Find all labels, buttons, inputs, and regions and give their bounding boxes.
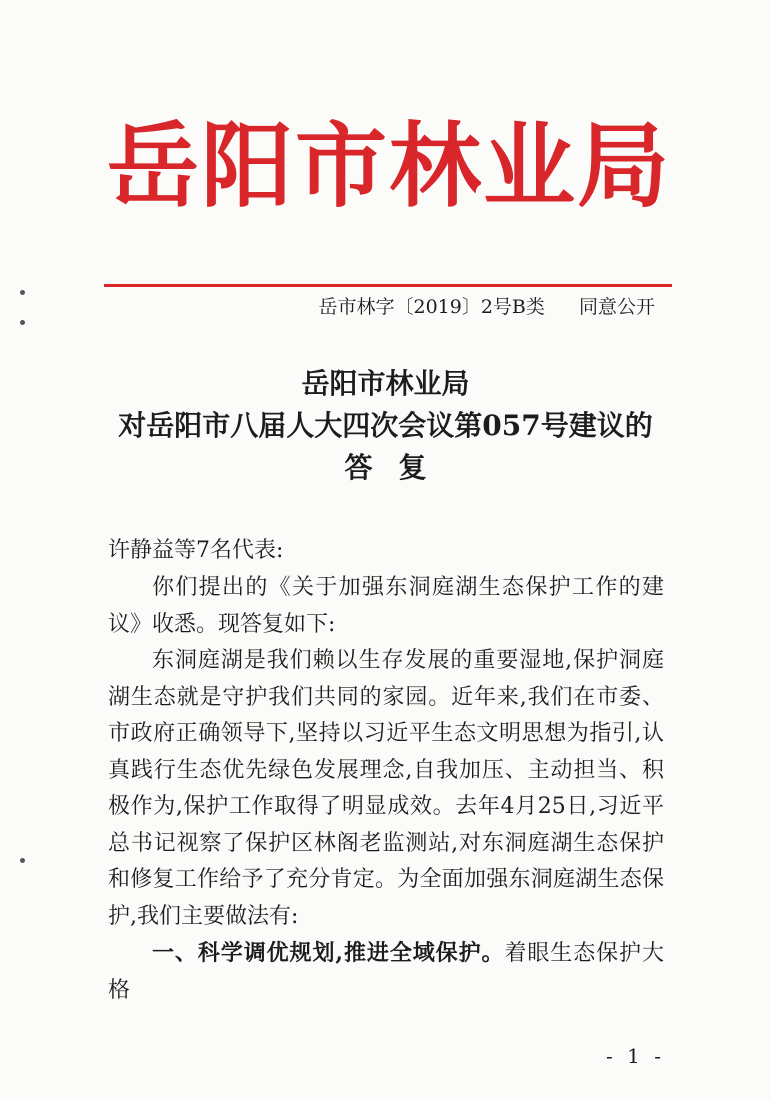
letterhead-red-rule (104, 284, 672, 287)
document-title (0, 363, 771, 489)
scan-hole-mark (20, 320, 25, 325)
document-number: 岳市林字〔2019〕2号B类 (318, 296, 545, 318)
letterhead-org-name: 岳阳市林业局 (106, 113, 671, 220)
paragraph-background: 东洞庭湖是我们赖以生存发展的重要湿地,保护洞庭湖生态就是守护我们共同的家园。近年来,我们在市委、市政府正确领导下,坚持以习近平生态文明思想为指引,认真践行生态优先绿色发展理念,自我加压、主动担当、积极作为,保护工作取得了明显成效。去年4月25日,习近平总书记视察了保护区林阁老监测站,对东洞庭湖生态保护和修复工作给予了充分肯定。为全面加强东洞庭湖生态保护,我们主要做法有: (108, 648, 664, 929)
body-text (108, 570, 664, 1009)
paragraph-section-1 (108, 935, 664, 1009)
title-line-3: 答复 (344, 451, 453, 484)
scan-hole-mark (20, 858, 25, 863)
section-1-text: 着眼生态保护大格 (108, 941, 664, 1003)
title-line-2: 对岳阳市八届人大四次会议第057号建议的 (118, 409, 653, 442)
disclosure-status: 同意公开 (578, 296, 655, 318)
paragraph-acknowledgement: 你们提出的《关于加强东洞庭湖生态保护工作的建议》收悉。现答复如下: (108, 575, 664, 637)
section-1-heading: 一、科学调优规划,推进全域保护。 (152, 940, 505, 966)
scan-hole-mark (20, 290, 25, 295)
document-number-line (318, 292, 655, 319)
page-number: - 1 - (606, 1044, 665, 1068)
title-line-1: 岳阳市林业局 (301, 367, 470, 400)
salutation: 许静益等7名代表: (108, 538, 284, 563)
